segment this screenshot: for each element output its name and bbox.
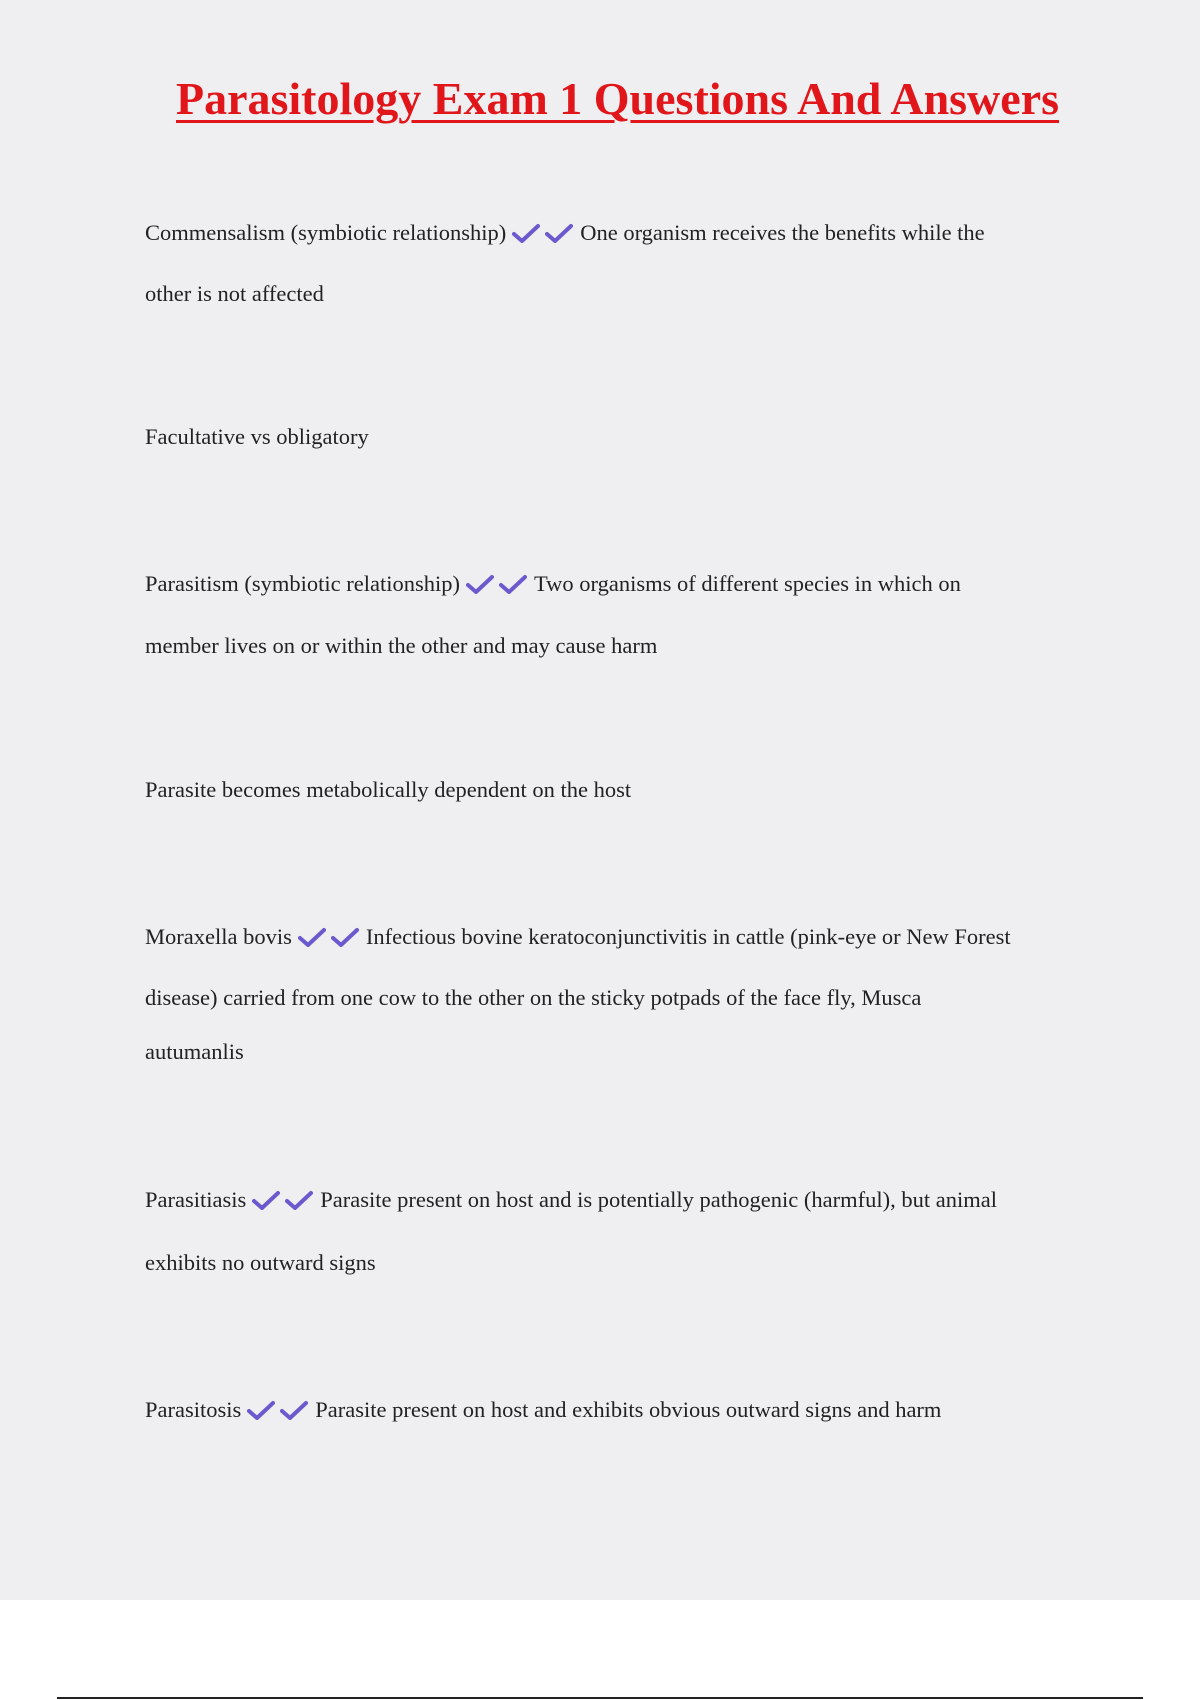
entry-first-line bbox=[145, 1187, 997, 1216]
check-marks bbox=[466, 574, 532, 600]
check-icon bbox=[285, 1190, 313, 1210]
entry-definition-line: autumanlis bbox=[145, 1039, 244, 1064]
entry-term: Parasitosis bbox=[145, 1397, 242, 1422]
entry-definition-line: Parasite present on host and is potentially pathogenic (harmful), but animal bbox=[320, 1187, 997, 1212]
entry-term: Parasite becomes metabolically dependent on the host bbox=[145, 777, 632, 802]
check-icon bbox=[512, 223, 540, 243]
check-icon bbox=[247, 1400, 275, 1420]
entry-first-line bbox=[145, 571, 961, 600]
entry-first-line bbox=[145, 220, 985, 249]
entry-term: Parasitism (symbiotic relationship) bbox=[145, 571, 460, 596]
entry-definition-line: Parasite present on host and exhibits obvious outward signs and harm bbox=[315, 1397, 942, 1422]
entry-first-line bbox=[145, 924, 1011, 953]
check-icon bbox=[331, 927, 359, 947]
footer-divider bbox=[57, 1697, 1143, 1699]
check-marks bbox=[298, 927, 364, 953]
check-icon bbox=[499, 574, 527, 594]
entry-first-line bbox=[145, 1397, 941, 1426]
check-icon bbox=[298, 927, 326, 947]
check-icon bbox=[545, 223, 573, 243]
check-icon bbox=[252, 1190, 280, 1210]
entry-definition-line: Two organisms of different species in which on bbox=[533, 571, 961, 596]
entry-definition-line: other is not affected bbox=[145, 281, 324, 306]
entry-definition-line: member lives on or within the other and may cause harm bbox=[145, 633, 658, 658]
check-marks bbox=[247, 1400, 313, 1426]
entry-term: Parasitiasis bbox=[145, 1187, 247, 1212]
check-marks bbox=[512, 223, 578, 249]
entry-definition-line: Infectious bovine keratoconjunctivitis in cattle (pink-eye or New Forest bbox=[365, 924, 1011, 949]
entry-definition-line: exhibits no outward signs bbox=[145, 1250, 376, 1275]
entry-definition-line: One organism receives the benefits while the bbox=[580, 220, 985, 245]
check-icon bbox=[466, 574, 494, 594]
entry-term: Commensalism (symbiotic relationship) bbox=[145, 220, 507, 245]
entry-term: Facultative vs obligatory bbox=[145, 424, 369, 449]
check-marks bbox=[252, 1190, 318, 1216]
entry-term: Moraxella bovis bbox=[145, 924, 292, 949]
entry-definition-line: disease) carried from one cow to the other on the sticky potpads of the face fly, Musca bbox=[145, 985, 922, 1010]
check-icon bbox=[280, 1400, 308, 1420]
page-title: Parasitology Exam 1 Questions And Answers bbox=[175, 73, 1060, 124]
